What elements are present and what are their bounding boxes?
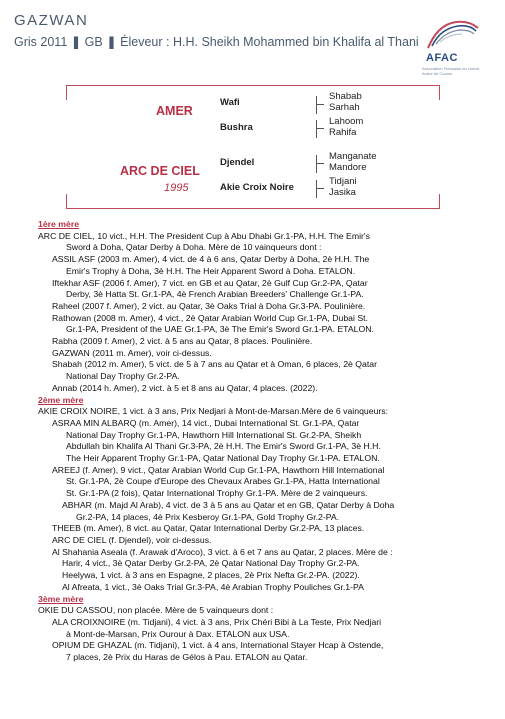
text-line: Emir's Trophy à Doha, 3è H.H. The Heir Apparent Sword à Doha. ETALON. bbox=[66, 265, 356, 276]
text-line: Shabah (2012 m. Amer), 5 vict. de 5 à 7 ans au Qatar et à Oman, 6 places, 2è Qatar bbox=[52, 359, 377, 370]
pedigree-ggp-7: Tidjani bbox=[329, 176, 357, 187]
text-line: Sword à Doha, Qatar Derby à Doha. Mère de 10 vainqueurs dont : bbox=[66, 242, 322, 253]
text-line: à Mont-de-Marsan, Prix Ourour à Dax. ETALON aux USA. bbox=[66, 628, 290, 639]
text-line: ARC DE CIEL, 10 vict., H.H. The President Cup à Abu Dhabi Gr.1-PA, H.H. The Emir's bbox=[38, 230, 370, 241]
pedigree-ggp-8: Jasika bbox=[329, 187, 356, 198]
text-line: ASSIL ASF (2003 m. Amer), 4 vict. de 4 à 6 ans, Qatar Derby à Doha, 2è H.H. The bbox=[52, 254, 370, 265]
text-line: ABHAR (m. Majd Al Arab), 4 vict. de 3 à 5 ans au Qatar et en GB, Qatar Derby à Doha bbox=[62, 499, 395, 510]
pedigree-dam: ARC DE CIEL bbox=[120, 164, 200, 178]
text-line: AREEJ (f. Amer), 9 vict., Qatar Arabian World Cup Gr.1-PA, Hawthorn Hill International bbox=[52, 464, 385, 475]
text-line: Rathowan (2008 m. Amer), 4 vict., 2è Qatar Arabian World Cup Gr.1-PA, Dubai St. bbox=[52, 312, 368, 323]
pedigree-ggp-1: Shabab bbox=[329, 91, 362, 102]
text-line: AKIE CROIX NOIRE, 1 vict. à 3 ans, Prix Nedjari à Mont-de-Marsan.Mère de 6 vainqueurs: bbox=[38, 406, 389, 417]
pedigree-sire: AMER bbox=[156, 104, 193, 118]
pedigree-dam-sire: Djendel bbox=[220, 157, 255, 168]
text-line: Al Afreata, 1 vict., 3è Oaks Trial Gr.3-PA, 4è Arabian Trophy Pouliches Gr.1-PA bbox=[62, 581, 364, 592]
text-line: Derby, 3è Hatta St. Gr.1-PA, 4è French Arabian Breeders' Challenge Gr.1-PA. bbox=[66, 289, 364, 300]
text-line: Iftekhar ASF (2006 f. Amer), 7 vict. en GB et au Qatar, 2è Gulf Cup Gr.2-PA, Qatar bbox=[52, 277, 368, 288]
pedigree-dam-dam: Akie Croix Noire bbox=[220, 182, 294, 193]
text-line: National Day Trophy Gr.2-PA. bbox=[66, 371, 180, 382]
text-line: National Day Trophy Gr.1-PA, Hawthorn Hill International St. Gr.2-PA, Sheikh bbox=[66, 429, 362, 440]
pedigree-ggp-2: Sarhah bbox=[329, 102, 360, 113]
text-line: Abdullah bin Khalifa Al Thani Gr.3-PA, 2è H.H. The Emir's Sword Gr.1-PA, 3è H.H. bbox=[66, 441, 381, 452]
horse-subtitle: Gris 2011 ❚ GB ❚ Éleveur : H.H. Sheikh Mohammed bin Khalifa al Thani bbox=[14, 35, 419, 49]
section-third-dam: 3ème mère bbox=[38, 593, 84, 604]
pedigree-ggp-4: Rahifa bbox=[329, 127, 357, 138]
text-line: Heelywa, 1 vict. à 3 ans en Espagne, 2 places, 2è Prix Nefta Gr.2-PA. (2022). bbox=[62, 570, 360, 581]
pedigree-sire-sire: Wafi bbox=[220, 97, 240, 108]
logo-subtext: Association Française du cheval Arabe de Course bbox=[422, 66, 480, 76]
pedigree-ggp-3: Lahoom bbox=[329, 116, 364, 127]
afac-logo bbox=[420, 14, 486, 80]
text-line: THEEB (m. Amer), 8 vict. au Qatar, Qatar International Derby Gr.2-PA, 13 places. bbox=[52, 523, 365, 534]
text-line: Al Shahania Aseala (f. Arawak d'Aroco), 3 vict. à 6 et 7 ans au Qatar, 2 places. Mère de : bbox=[52, 546, 393, 557]
horse-head-logo-icon bbox=[420, 14, 482, 54]
logo-text: AFAC bbox=[426, 52, 458, 64]
pedigree-dam-year: 1995 bbox=[164, 182, 189, 194]
pedigree-ggp-5: Manganate bbox=[329, 151, 377, 162]
text-line: ARC DE CIEL (f. Djendel), voir ci-dessus. bbox=[52, 534, 212, 545]
section-first-dam: 1ère mère bbox=[38, 219, 80, 229]
text-line: The Heir Apparent Trophy Gr.1-PA, Qatar National Day Trophy Gr.1-PA. ETALON. bbox=[66, 453, 380, 464]
text-line: Harir, 4 vict., 3è Qatar Derby Gr.2-PA, 2è Qatar National Day Trophy Gr.2-PA. bbox=[62, 558, 360, 569]
text-line: GAZWAN (2011 m. Amer), voir ci-dessus. bbox=[52, 347, 212, 358]
text-line: ALA CROIXNOIRE (m. Tidjani), 4 vict. à 3 ans, Prix Chéri Bibi à La Teste, Prix Nedjari bbox=[52, 616, 382, 627]
text-line: OKIE DU CASSOU, non placée. Mère de 5 vainqueurs dont : bbox=[38, 605, 274, 616]
text-line: Rabha (2009 f. Amer), 2 vict. à 5 ans au Qatar, 8 places. Poulinière. bbox=[52, 336, 313, 347]
text-line: Raheel (2007 f. Amer), 2 vict. au Qatar, 3è Oaks Trial à Doha Gr.3-PA. Poulinière. bbox=[52, 300, 366, 311]
text-line: Annab (2014 h. Amer), 2 vict. à 5 et 8 ans au Qatar, 4 places. (2022). bbox=[52, 382, 318, 393]
text-line: Gr.2-PA, 14 places, 4è Prix Kesberoy Gr.1-PA, Gold Trophy Gr.2-PA. bbox=[76, 511, 340, 522]
text-line: ASRAA MIN ALBARQ (m. Amer), 14 vict., Dubai International St. Gr.1-PA, Qatar bbox=[52, 417, 360, 428]
text-line: OPIUM DE GHAZAL (m. Tidjani), 1 vict. à 4 ans, International Stayer Hcap à Ostende, bbox=[52, 640, 384, 651]
text-line: St. Gr.1-PA (2 fois), Qatar International Trophy Gr.1-PA. Mère de 2 vainqueurs. bbox=[66, 488, 368, 499]
horse-name: GAZWAN bbox=[14, 12, 89, 29]
text-line: 7 places, 2è Prix du Haras de Gélos à Pau. ETALON au Qatar. bbox=[66, 652, 308, 663]
section-second-dam: 2ème mère bbox=[38, 394, 84, 405]
performance-text bbox=[38, 219, 483, 664]
pedigree-sire-dam: Bushra bbox=[220, 122, 253, 133]
pedigree-ggp-6: Mandore bbox=[329, 162, 367, 173]
text-line: Gr.1-PA, President of the UAE Gr.1-PA, 3è The Emir's Sword Gr.1-PA. ETALON. bbox=[66, 324, 374, 335]
text-line: St. Gr.1-PA, 2è Coupe d'Europe des Chevaux Arabes Gr.1-PA, Hatta International bbox=[66, 476, 380, 487]
